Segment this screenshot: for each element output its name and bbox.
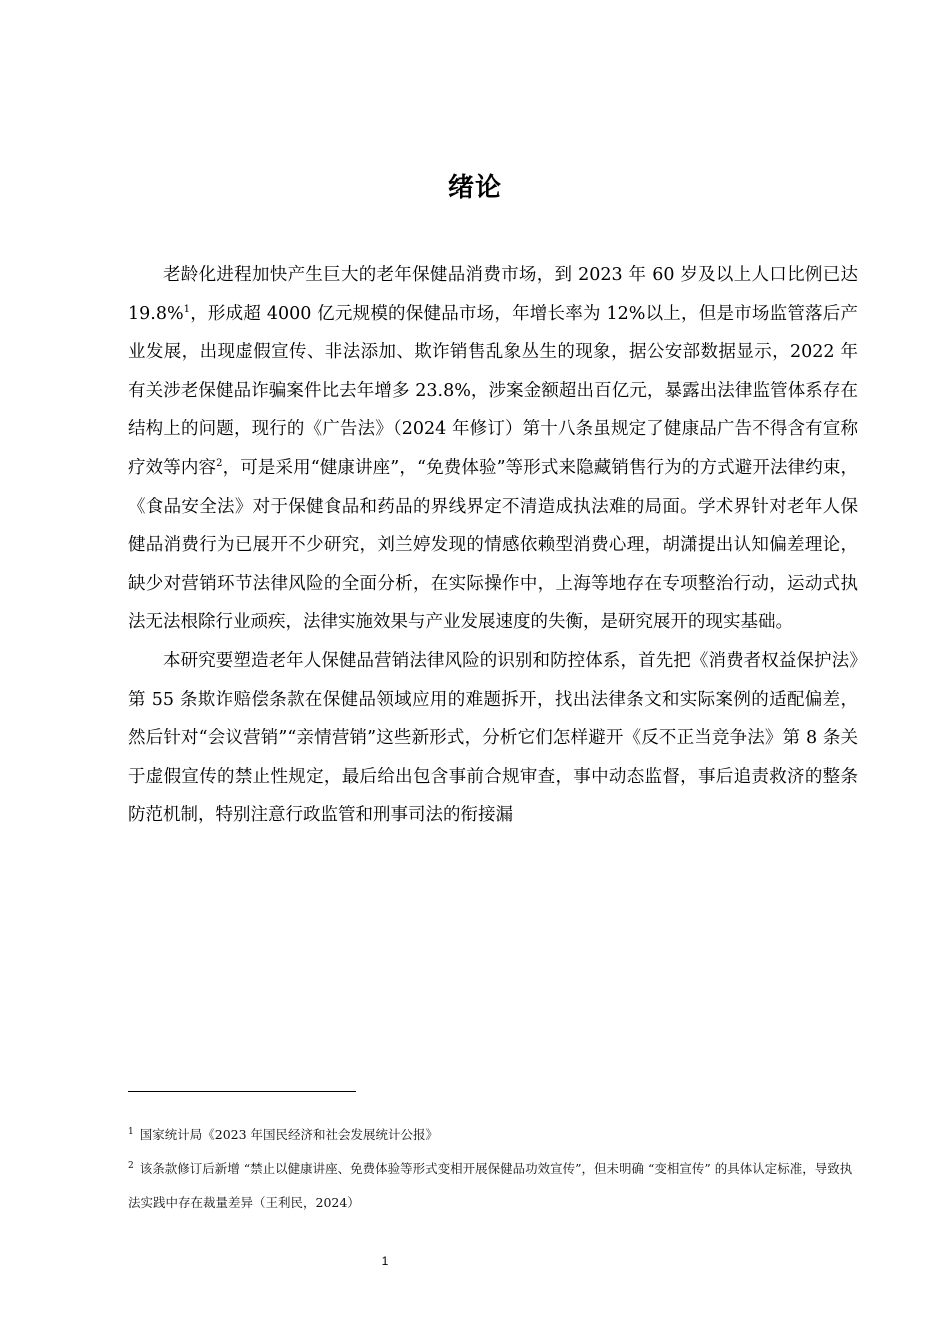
footnote-2-mark: 2 [128,1160,134,1171]
paragraph-1-part-3: ，可是采用“健康讲座”，“免费体验”等形式来隐藏销售行为的方式避开法律约束，《食品安全法》对于保健食品和药品的界线界定不清造成执法难的局面。学术界针对老年人保健品消费行为已展开不少研究，刘兰婷发现的情感依赖型消费心理，胡潇提出认知偏差理论，缺少对营销环节法律风险的全面分析，在实际操作中，上海等地存在专项整治行动，运动式执法无法根除行业顽疾，法律实施效果与产业发展速度的失衡，是研究展开的现实基础。 [128,457,858,633]
footnote-ref-1[interactable]: 1 [183,303,190,315]
footnote-ref-2[interactable]: 2 [216,458,223,470]
footnote-2-text: 该条款修订后新增 “禁止以健康讲座、免费体验等形式变相开展保健品功效宣传”，但未明确 “变相宣传” 的具体认定标准，导致执法实践中存在裁量差异（王利民，2024） [128,1161,853,1210]
page-number: 1 [381,1254,389,1268]
page-title: 绪论 [447,173,502,203]
body-text [128,256,858,835]
footnote-1-mark: 1 [128,1126,134,1137]
paragraph-1 [128,256,858,642]
paragraph-1-part-1: 老龄化进程加快产生巨大的老年保健品消费市场，到 2023 年 60 岁及以上人口比例已达 19.8% [128,265,858,324]
footnote-2 [128,1152,854,1220]
paragraph-1-part-2: ，形成超 4000 亿元规模的保健品市场，年增长率为 12%以上，但是市场监管落后产业发展，出现虚假宣传、非法添加、欺诈销售乱象丛生的现象，据公安部数据显示，2022 年有关涉老保健品诈骗案件比去年增多 23.8%，涉案金额超出百亿元，暴露出法律监管体系存在结构上的问题，现行的《广告法》（2024 年修订）第十八条虽规定了健康品广告不得含有宣称疗效等内容 [128,303,858,478]
footnote-1-text: 国家统计局《2023 年国民经济和社会发展统计公报》 [139,1127,439,1142]
footnotes [128,1118,854,1220]
footnote-1 [128,1118,854,1152]
footnote-separator [128,1091,356,1092]
paragraph-2: 本研究要塑造老年人保健品营销法律风险的识别和防控体系，首先把《消费者权益保护法》第 55 条欺诈赔偿条款在保健品领域应用的难题拆开，找出法律条文和实际案例的适配偏差，然后针对“会议营销”“亲情营销”这些新形式，分析它们怎样避开《反不正当竞争法》第 8 条关于虚假宣传的禁止性规定，最后给出包含事前合规审查，事中动态监督，事后追责救济的整条防范机制，特别注意行政监管和刑事司法的衔接漏 [128,650,858,826]
